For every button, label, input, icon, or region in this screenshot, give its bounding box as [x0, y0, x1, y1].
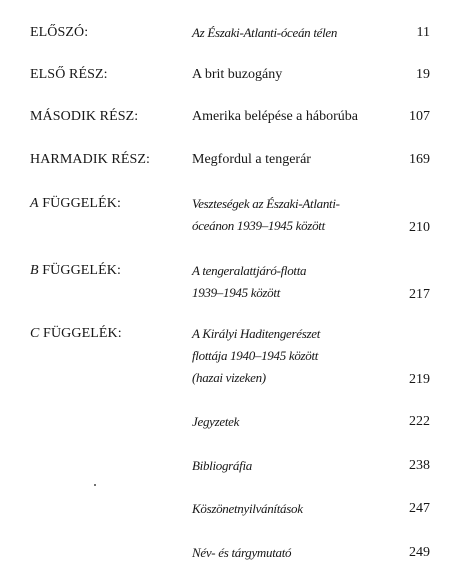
toc-entry-label: ELŐSZÓ: — [30, 25, 89, 40]
toc-entry-title — [192, 149, 392, 171]
toc-entry-label: ELSŐ RÉSZ: — [30, 67, 108, 82]
toc-page-number: 107 — [409, 109, 430, 124]
toc-page-number: 217 — [409, 287, 430, 302]
toc-entry-label: HARMADIK RÉSZ: — [30, 152, 151, 167]
toc-page-number: 169 — [409, 152, 430, 167]
toc-page-number: 238 — [409, 458, 430, 473]
toc-title-line: Név- és tárgymutató — [192, 545, 292, 560]
toc-title-line: Megfordul a tengerár — [192, 152, 311, 167]
toc-title-line: óceánon 1939–1945 között — [192, 218, 325, 233]
toc-entry-label — [30, 262, 121, 280]
toc-title-line: Az Északi-Atlanti-óceán télen — [192, 25, 338, 40]
toc-entry-title — [192, 542, 392, 564]
appendix-letter: B — [30, 263, 39, 278]
scan-speck — [94, 484, 96, 486]
toc-entry-title — [192, 22, 392, 44]
toc-entry-title — [192, 455, 392, 477]
toc-entry-title — [192, 323, 392, 389]
appendix-word: FÜGGELÉK: — [38, 263, 121, 278]
toc-title-line: 1939–1945 között — [192, 285, 281, 300]
toc-page-number: 11 — [416, 25, 430, 40]
toc-title-line: A Királyi Haditengerészet — [192, 326, 321, 341]
toc-page-number: 219 — [409, 372, 430, 387]
toc-page-number: 222 — [409, 414, 430, 429]
toc-entry-title — [192, 260, 392, 304]
appendix-letter: A — [30, 196, 39, 211]
toc-title-line: A brit buzogány — [192, 67, 283, 82]
appendix-word: FÜGGELÉK: — [38, 196, 121, 211]
appendix-letter: C — [30, 326, 40, 341]
toc-title-line: Köszönetnyilvánítások — [192, 501, 303, 516]
toc-title-line: Veszteségek az Északi-Atlanti- — [192, 196, 340, 211]
toc-entry-title — [192, 193, 392, 237]
toc-entry-label — [30, 195, 121, 213]
toc-page-number: 249 — [409, 545, 430, 560]
toc-page-number: 247 — [409, 501, 430, 516]
toc-page-number: 210 — [409, 220, 430, 235]
toc-entry-title — [192, 411, 392, 433]
toc-entry-title — [192, 498, 392, 520]
toc-page-number: 19 — [416, 67, 430, 82]
toc-title-line: Jegyzetek — [192, 414, 240, 429]
toc-title-line: A tengeralattjáró-flotta — [192, 263, 307, 278]
toc-entry-title — [192, 106, 392, 128]
toc-title-line: Amerika belépése a háborúba — [192, 109, 358, 124]
toc-title-line: Bibliográfia — [192, 458, 252, 473]
toc-entry-label: MÁSODIK RÉSZ: — [30, 109, 139, 124]
toc-title-line: flottája 1940–1945 között — [192, 348, 319, 363]
toc-entry-title — [192, 64, 392, 86]
toc-title-line: (hazai vizeken) — [192, 370, 266, 385]
toc-entry-label — [30, 325, 122, 343]
appendix-word: FÜGGELÉK: — [39, 326, 122, 341]
